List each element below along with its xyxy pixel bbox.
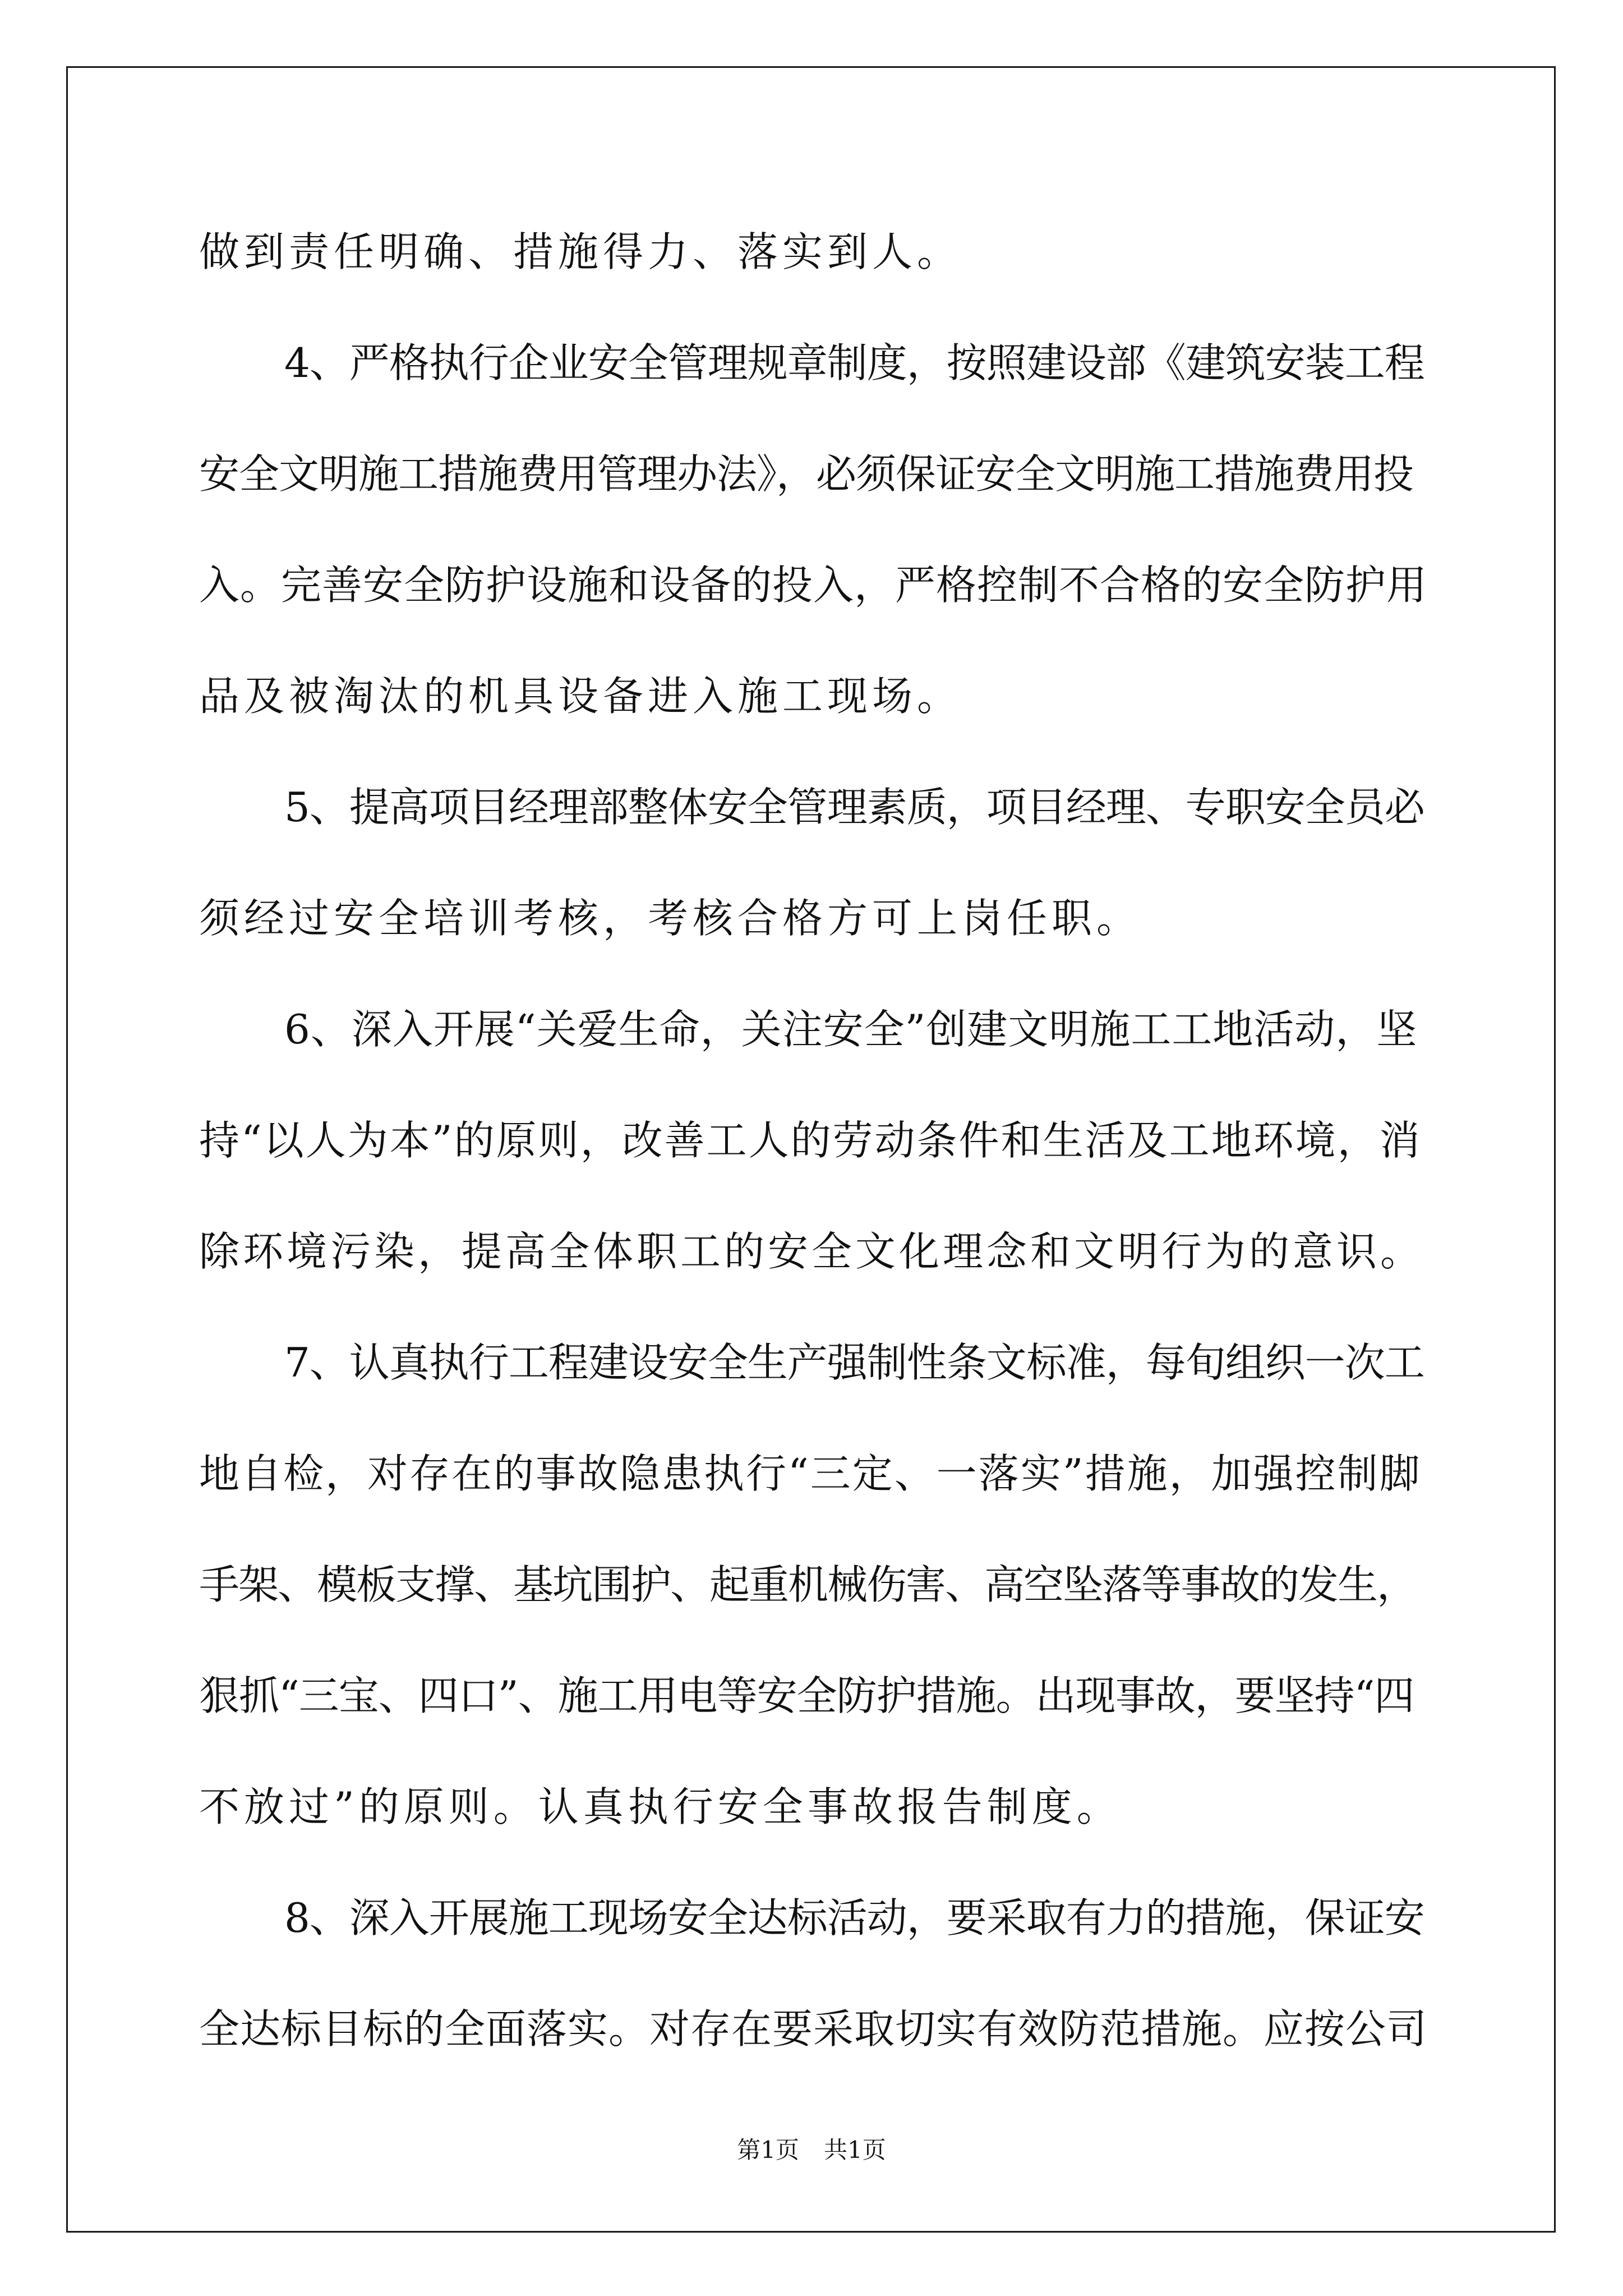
text-line: 手架、模板支撑、基坑围护、起重机械伤害、高空坠落等事故的发生， bbox=[199, 1561, 1417, 1608]
text-line: 除环境污染，提高全体职工的安全文化理念和文明行为的意识。 bbox=[199, 1228, 1424, 1275]
text-line: 7、认真执行工程建设安全生产强制性条文标准，每旬组织一次工 bbox=[284, 1339, 1424, 1386]
text-line: 不放过”的原则。认真执行安全事故报告制度。 bbox=[199, 1783, 1122, 1830]
text-line: 须经过安全培训考核，考核合格方可上岗任职。 bbox=[199, 895, 1142, 942]
text-line: 4、严格执行企业安全管理规章制度，按照建设部《建筑安装工程 bbox=[284, 339, 1424, 386]
paragraph-item-6 bbox=[199, 974, 1427, 1307]
text-line: 5、提高项目经理部整体安全管理素质，项目经理、专职安全员必 bbox=[284, 784, 1424, 831]
paragraph-item-7 bbox=[199, 1307, 1427, 1862]
page-footer bbox=[0, 2132, 1623, 2165]
paragraph-item-4 bbox=[199, 307, 1427, 752]
page-total: 共1页 bbox=[824, 2136, 886, 2164]
text-line: 6、深入开展“关爱生命，关注安全”创建文明施工工地活动，坚 bbox=[284, 1006, 1418, 1053]
paragraph-continuation bbox=[199, 196, 1427, 307]
paragraph-item-5 bbox=[199, 752, 1427, 974]
text-line: 品及被淘汰的机具设备进入施工现场。 bbox=[199, 673, 962, 720]
document-body bbox=[199, 196, 1427, 2085]
text-line: 8、深入开展施工现场安全达标活动，要采取有力的措施，保证安 bbox=[284, 1894, 1424, 1941]
page-number: 第1页 bbox=[737, 2136, 799, 2164]
text-line: 安全文明施工措施费用管理办法》，必须保证安全文明施工措施费用投 bbox=[199, 450, 1414, 498]
text-line: 入。完善安全防护设施和设备的投入，严格控制不合格的安全防护用 bbox=[199, 562, 1428, 609]
text-line: 持“以人为本”的原则，改善工人的劳动条件和生活及工地环境，消 bbox=[199, 1117, 1422, 1164]
text-line: 全达标目标的全面落实。对存在要采取切实有效防范措施。应按公司 bbox=[199, 2005, 1428, 2053]
text-line: 地自检，对存在的事故隐患执行“三定、一落实”措施，加强控制脚 bbox=[199, 1450, 1422, 1497]
text-line: 做到责任明确、措施得力、落实到人。 bbox=[199, 228, 962, 275]
text-line: 狠抓“三宝、四口”、施工用电等安全防护措施。出现事故，要坚持“四 bbox=[199, 1672, 1414, 1719]
paragraph-item-8 bbox=[199, 1862, 1427, 2085]
